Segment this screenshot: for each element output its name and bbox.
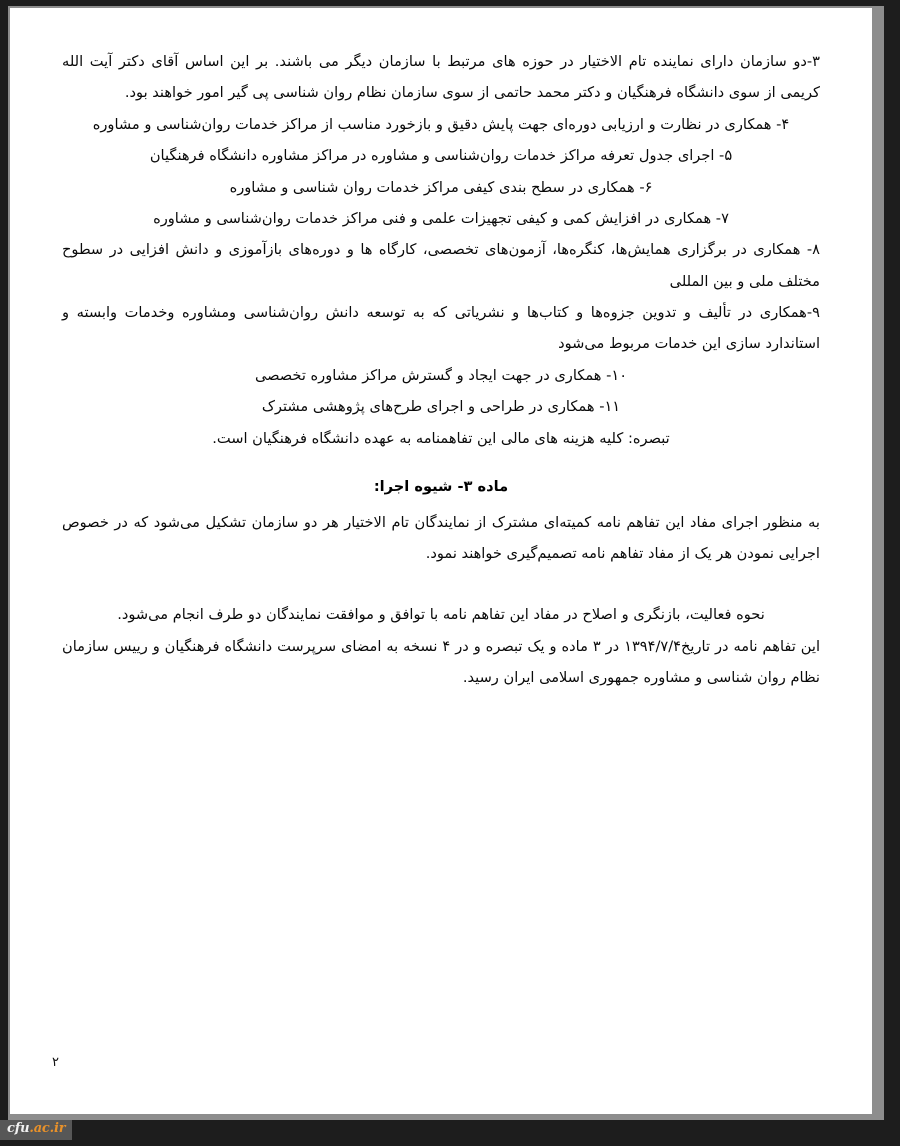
site-watermark [0, 1120, 72, 1140]
clause-item: ۱۱- همکاری در طراحی و اجرای طرح‌های پژوهشی مشترک [261, 398, 621, 416]
revision-paragraph: نحوه فعالیت، بازنگری و اصلاح در مفاد این تفاهم نامه با توافق و موافقت نمایندگان دو طرف انجام می‌شود. [117, 606, 765, 624]
execution-paragraph: به منظور اجرای مفاد این تفاهم نامه کمیته‌ای مشترک از نمایندگان تام الاختیار هر دو سازمان تشکیل می‌شود که در خصوص اجرایی نمودن هر یک از مفاد تفاهم نامه تصمیم‌گیری خواهند نمود. [62, 513, 820, 562]
clause-item: ۶- همکاری در سطح بندی کیفی مراکز خدمات روان شناسی و مشاوره [229, 178, 653, 196]
signature-paragraph: این تفاهم نامه در تاریخ۱۳۹۴/۷/۴ در ۳ ماده و یک تبصره و در ۴ نسخه به امضای سرپرست دانشگاه فرهنگیان و رییس سازمان نظام روان شناسی و مشاوره جمهوری اسلامی ایران رسید. [62, 637, 820, 687]
clause-item: ۷- همکاری در افزایش کمی و کیفی تجهیزات علمی و فنی مراکز خدمات روان‌شناسی و مشاوره [153, 209, 729, 227]
document-body [10, 8, 872, 693]
page-number: ۲ [52, 1055, 59, 1070]
document-page [10, 8, 872, 1114]
clause-list [62, 46, 820, 454]
watermark-accent: .ac.ir [29, 1121, 66, 1137]
clause-item: ۵- اجرای جدول تعرفه مراکز خدمات روان‌شناسی و مشاوره در مراکز مشاوره دانشگاه فرهنگیان [149, 147, 733, 165]
note-tabsare: تبصره: کلیه هزینه های مالی این تفاهمنامه به عهده دانشگاه فرهنگیان است. [212, 429, 670, 447]
clause-item: ۳-دو سازمان دارای نماینده تام الاختیار در حوزه های مرتبط با سازمان دیگر می باشند. بر این اساس آقای دکتر آیت الله کریمی از سوی دانشگاه فرهنگیان و دکتر محمد حاتمی از سوی سازمان نظام روان شناسی پی گیر امور خواهند بود. [62, 53, 820, 102]
watermark-primary: cfu [7, 1121, 30, 1137]
clause-item: ۴- همکاری در نظارت و ارزیابی دوره‌ای جهت پایش دقیق و بازخورد مناسب از مراکز خدمات روان‌شناسی و مشاوره [92, 115, 790, 133]
section-heading: ماده ۳- شیوه اجرا: [373, 477, 509, 495]
paragraph-spacer [62, 569, 820, 599]
clause-item: ۹-همکاری در تألیف و تدوین جزوه‌ها و کتاب‌ها و نشریاتی که به توسعه دانش روان‌شناسی ومشاوره وخدمات وابسته و استاندارد سازی این خدمات مربوط می‌شود [62, 304, 820, 353]
clause-item: ۱۰- همکاری در جهت ایجاد و گسترش مراکز مشاوره تخصصی [254, 366, 628, 384]
clause-item: ۸- همکاری در برگزاری همایش‌ها، کنگره‌ها، آزمون‌های تخصصی، کارگاه ها و دوره‌های بازآموزی و دانش افزایی در سطوح مختلف ملی و بین المللی [62, 241, 820, 290]
